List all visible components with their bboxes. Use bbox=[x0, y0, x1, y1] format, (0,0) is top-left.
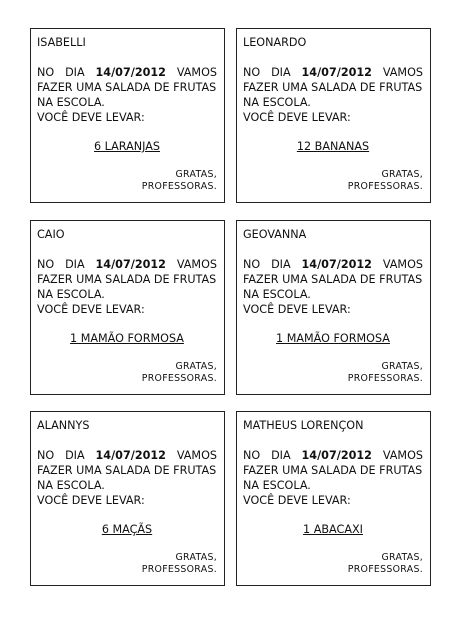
message-line-2: FAZER UMA SALADA DE FRUTAS bbox=[243, 81, 423, 94]
word-vamos: VAMOS bbox=[382, 449, 423, 462]
word-vamos: VAMOS bbox=[176, 66, 217, 79]
signature bbox=[348, 552, 423, 576]
event-date: 14/07/2012 bbox=[301, 66, 372, 79]
word-no: NO bbox=[37, 66, 55, 79]
message-line-2: FAZER UMA SALADA DE FRUTAS bbox=[37, 273, 217, 286]
note-card-matheus bbox=[236, 411, 431, 586]
signature bbox=[142, 361, 217, 385]
signature-line-2: PROFESSORAS. bbox=[141, 564, 217, 575]
word-no: NO bbox=[243, 258, 261, 271]
message-line-3: NA ESCOLA. bbox=[243, 288, 311, 301]
word-vamos: VAMOS bbox=[176, 449, 217, 462]
word-dia: DIA bbox=[271, 66, 291, 79]
message-line-3: NA ESCOLA. bbox=[243, 96, 311, 109]
message bbox=[37, 257, 217, 317]
message-line-4: VOCÊ DEVE LEVAR: bbox=[243, 494, 351, 507]
word-dia: DIA bbox=[65, 449, 85, 462]
message-line-4: VOCÊ DEVE LEVAR: bbox=[243, 303, 351, 316]
note-card-caio bbox=[30, 220, 225, 395]
message bbox=[243, 448, 423, 508]
message-line-2: FAZER UMA SALADA DE FRUTAS bbox=[37, 464, 217, 477]
event-date: 14/07/2012 bbox=[95, 66, 166, 79]
word-no: NO bbox=[243, 66, 261, 79]
word-dia: DIA bbox=[65, 258, 85, 271]
item-to-bring: 1 MAMÃO FORMOSA bbox=[276, 332, 390, 345]
signature-line-2: PROFESSORAS. bbox=[347, 564, 423, 575]
message bbox=[37, 448, 217, 508]
signature-line-1: GRATAS, bbox=[175, 169, 217, 180]
message-line-4: VOCÊ DEVE LEVAR: bbox=[37, 494, 145, 507]
word-dia: DIA bbox=[271, 258, 291, 271]
signature-line-2: PROFESSORAS. bbox=[347, 373, 423, 384]
message bbox=[37, 65, 217, 125]
message-line-2: FAZER UMA SALADA DE FRUTAS bbox=[243, 273, 423, 286]
student-name: GEOVANNA bbox=[243, 228, 307, 241]
message-line-3: NA ESCOLA. bbox=[37, 288, 105, 301]
message-line-3: NA ESCOLA. bbox=[243, 479, 311, 492]
word-vamos: VAMOS bbox=[382, 66, 423, 79]
signature-line-2: PROFESSORAS. bbox=[347, 181, 423, 192]
signature-line-1: GRATAS, bbox=[381, 169, 423, 180]
message bbox=[243, 65, 423, 125]
signature bbox=[348, 169, 423, 193]
signature bbox=[142, 169, 217, 193]
event-date: 14/07/2012 bbox=[301, 449, 372, 462]
signature-line-1: GRATAS, bbox=[175, 552, 217, 563]
word-dia: DIA bbox=[65, 66, 85, 79]
student-name: ALANNYS bbox=[37, 419, 90, 432]
signature bbox=[348, 361, 423, 385]
student-name: MATHEUS LORENÇON bbox=[243, 419, 364, 432]
word-dia: DIA bbox=[271, 449, 291, 462]
signature-line-1: GRATAS, bbox=[381, 361, 423, 372]
item-to-bring: 1 MAMÃO FORMOSA bbox=[70, 332, 184, 345]
event-date: 14/07/2012 bbox=[95, 449, 166, 462]
signature-line-2: PROFESSORAS. bbox=[141, 373, 217, 384]
word-no: NO bbox=[243, 449, 261, 462]
event-date: 14/07/2012 bbox=[301, 258, 372, 271]
message-line-4: VOCÊ DEVE LEVAR: bbox=[243, 111, 351, 124]
item-to-bring: 12 BANANAS bbox=[296, 140, 370, 153]
message-line-4: VOCÊ DEVE LEVAR: bbox=[37, 111, 145, 124]
signature-line-1: GRATAS, bbox=[175, 361, 217, 372]
word-no: NO bbox=[37, 258, 55, 271]
note-card-geovanna bbox=[236, 220, 431, 395]
note-card-alannys bbox=[30, 411, 225, 586]
message-line-2: FAZER UMA SALADA DE FRUTAS bbox=[37, 81, 217, 94]
item-to-bring: 1 ABACAXI bbox=[303, 523, 363, 536]
word-vamos: VAMOS bbox=[382, 258, 423, 271]
item-to-bring: 6 LARANJAS bbox=[93, 140, 161, 153]
message-line-3: NA ESCOLA. bbox=[37, 479, 105, 492]
message bbox=[243, 257, 423, 317]
event-date: 14/07/2012 bbox=[95, 258, 166, 271]
signature bbox=[142, 552, 217, 576]
message-line-4: VOCÊ DEVE LEVAR: bbox=[37, 303, 145, 316]
note-card-isabelli bbox=[30, 28, 225, 203]
word-no: NO bbox=[37, 449, 55, 462]
student-name: CAIO bbox=[37, 228, 65, 241]
signature-line-1: GRATAS, bbox=[381, 552, 423, 563]
message-line-3: NA ESCOLA. bbox=[37, 96, 105, 109]
signature-line-2: PROFESSORAS. bbox=[141, 181, 217, 192]
student-name: ISABELLI bbox=[37, 36, 86, 49]
message-line-2: FAZER UMA SALADA DE FRUTAS bbox=[243, 464, 423, 477]
note-card-leonardo bbox=[236, 28, 431, 203]
item-to-bring: 6 MAÇÃS bbox=[101, 523, 153, 536]
student-name: LEONARDO bbox=[243, 36, 307, 49]
word-vamos: VAMOS bbox=[176, 258, 217, 271]
